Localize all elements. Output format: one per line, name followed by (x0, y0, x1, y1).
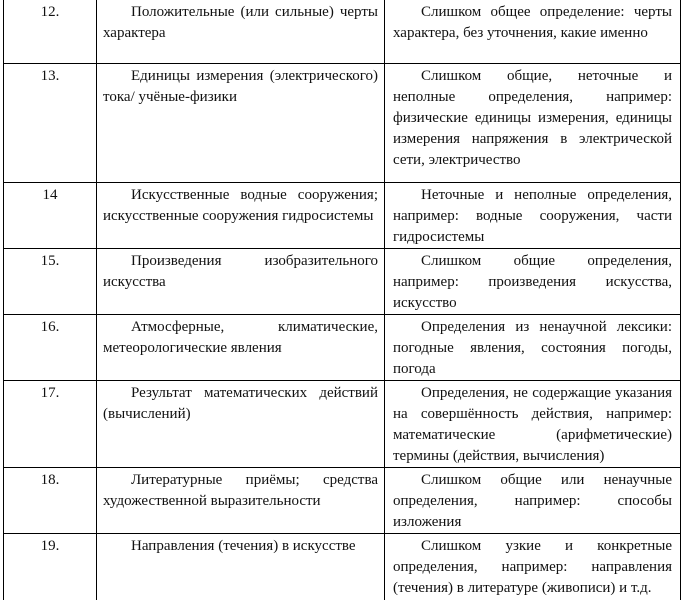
term-cell (97, 248, 385, 314)
table-row (4, 63, 681, 182)
term-cell (97, 63, 385, 182)
term-text: Произведения изобразительного искусства (103, 252, 378, 290)
term-text: Литературные приёмы; средства художественной выразительности (103, 471, 378, 509)
note-text: Слишком узкие и конкретные определения, например: направления (течения) в литературе (живописи) и т.д. (393, 537, 672, 596)
note-cell (385, 0, 681, 63)
term-cell (97, 314, 385, 380)
note-text: Определения из ненаучной лексики: погодные явления, состояния погоды, погода (393, 318, 672, 377)
note-text: Определения, не содержащие указания на совершённость действия, например: математические (арифметические) термины (действия, вычисления) (393, 384, 672, 464)
term-text: Направления (течения) в искусстве (131, 537, 356, 554)
table-row (4, 314, 681, 380)
row-number: 15. (4, 248, 97, 314)
note-cell (385, 314, 681, 380)
note-text: Слишком общие, неточные и неполные определения, например: физические единицы измерения, единицы измерения напряжения в электрической сети, электричество (393, 67, 672, 168)
note-text: Слишком общие определения, например: произведения искусства, искусство (393, 252, 672, 311)
table-row (4, 467, 681, 533)
term-text: Положительные (или сильные) черты характера (103, 4, 378, 41)
row-number: 12. (4, 0, 97, 63)
row-number: 14 (4, 182, 97, 248)
term-text: Единицы измерения (электрического) тока/ учёные-физики (103, 67, 378, 105)
row-number: 13. (4, 63, 97, 182)
term-cell (97, 467, 385, 533)
term-cell (97, 380, 385, 467)
term-cell (97, 182, 385, 248)
note-cell (385, 248, 681, 314)
note-cell (385, 467, 681, 533)
row-number: 16. (4, 314, 97, 380)
answers-table (3, 0, 681, 600)
term-text: Атмосферные, климатические, метеорологические явления (103, 318, 378, 356)
note-cell (385, 63, 681, 182)
note-cell (385, 182, 681, 248)
note-text: Слишком общее определение: черты характера, без уточнения, какие именно (393, 4, 672, 41)
row-number: 18. (4, 467, 97, 533)
table-row (4, 0, 681, 63)
note-text: Неточные и неполные определения, например: водные сооружения, части гидросистемы (393, 186, 672, 245)
term-cell (97, 0, 385, 63)
note-text: Слишком общие или ненаучные определения, например: способы изложения (393, 471, 672, 530)
term-text: Результат математических действий (вычислений) (103, 384, 378, 422)
row-number: 17. (4, 380, 97, 467)
row-number: 19. (4, 533, 97, 600)
table-row (4, 248, 681, 314)
table-row (4, 182, 681, 248)
term-text: Искусственные водные сооружения; искусственные сооружения гидросистемы (103, 186, 378, 224)
table-row (4, 380, 681, 467)
note-cell (385, 380, 681, 467)
